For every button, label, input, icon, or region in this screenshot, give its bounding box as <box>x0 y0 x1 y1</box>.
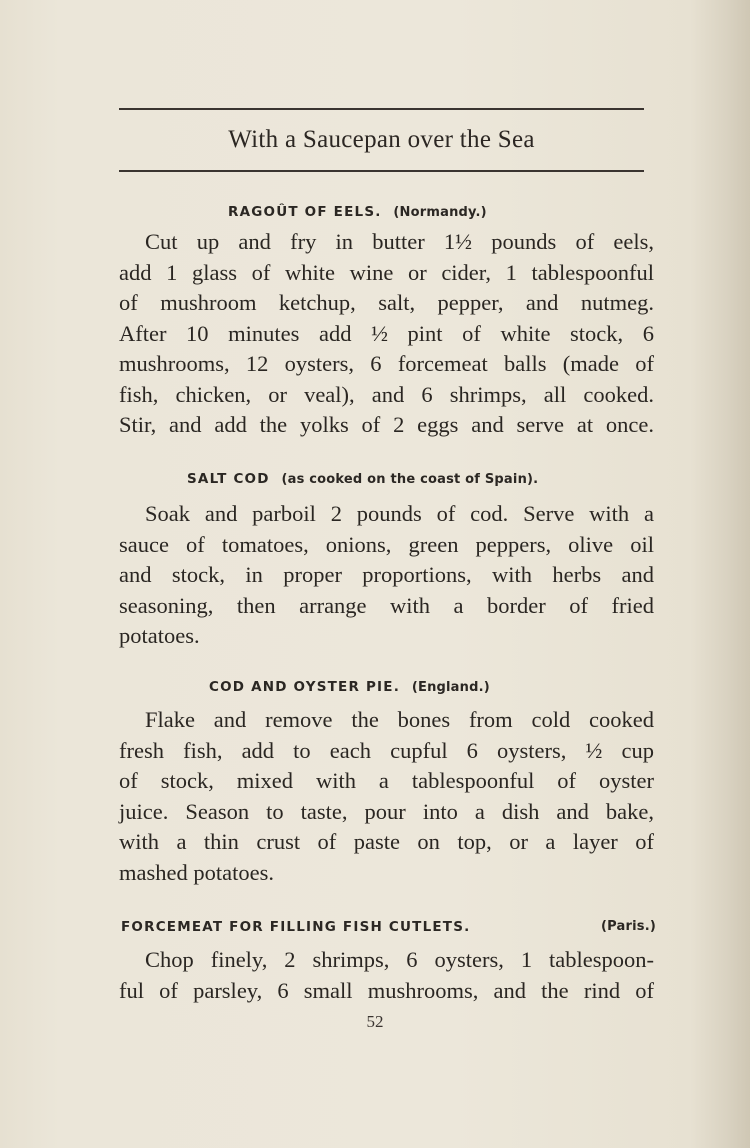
text-line: juice. Season to taste, pour into a dish and bake, <box>119 798 654 824</box>
header-rule-top <box>119 108 644 110</box>
recipe-place: (as cooked on the coast of Spain). <box>281 472 539 487</box>
text-line: seasoning, then arrange with a border of fried <box>119 592 654 618</box>
recipe-title: RAGOÛT OF EELS. <box>228 204 382 220</box>
header-rule-bottom <box>119 170 644 172</box>
text-line: potatoes. <box>119 623 200 648</box>
recipe-title: SALT COD <box>187 471 270 487</box>
recipe-body-forcemeat <box>119 945 654 1006</box>
recipe-heading-forcemeat <box>121 919 656 935</box>
text-line: mushrooms, 12 oysters, 6 forcemeat balls (made of <box>119 351 654 376</box>
text-line: add 1 glass of white wine or cider, 1 tablespoonful <box>119 259 654 285</box>
recipe-body-ragout <box>119 227 654 441</box>
text-line: ful of parsley, 6 small mushrooms, and the rind of <box>119 977 654 1003</box>
text-line: After 10 minutes add ½ pint of white stock, 6 <box>119 320 654 346</box>
text-line: mashed potatoes. <box>119 859 274 885</box>
recipe-place: (Normandy.) <box>393 205 487 220</box>
text-line: Cut up and fry in butter 1½ pounds of eels, <box>145 229 654 254</box>
text-line: fresh fish, add to each cupful 6 oysters, ½ cup <box>119 737 654 763</box>
text-line: sauce of tomatoes, onions, green peppers, olive oil <box>119 531 654 557</box>
text-line: Flake and remove the bones from cold cooked <box>145 707 654 732</box>
recipe-heading-salt-cod <box>187 471 538 487</box>
recipe-place: (England.) <box>411 680 490 695</box>
recipe-title: FORCEMEAT FOR FILLING FISH CUTLETS. <box>121 919 471 935</box>
text-line: with a thin crust of paste on top, or a layer of <box>119 829 654 854</box>
text-line: of stock, mixed with a tablespoonful of oyster <box>119 768 654 793</box>
text-line: Chop finely, 2 shrimps, 6 oysters, 1 tablespoon- <box>145 947 654 972</box>
recipe-body-cod-oyster-pie <box>119 705 654 888</box>
text-line: Soak and parboil 2 pounds of cod. Serve with a <box>145 501 654 526</box>
recipe-title: COD AND OYSTER PIE. <box>209 679 401 695</box>
text-line: fish, chicken, or veal), and 6 shrimps, all cooked. <box>119 381 654 407</box>
recipe-body-salt-cod <box>119 499 654 652</box>
recipe-heading-ragout <box>228 204 487 220</box>
text-line: and stock, in proper proportions, with herbs and <box>119 562 654 587</box>
page-number: 52 <box>366 1012 384 1031</box>
recipe-heading-cod-oyster-pie <box>209 679 490 695</box>
text-line: Stir, and add the yolks of 2 eggs and serve at once. <box>119 412 654 437</box>
recipe-place: (Paris.) <box>601 919 656 934</box>
running-head: With a Saucepan over the Sea <box>228 126 535 153</box>
text-line: of mushroom ketchup, salt, pepper, and nutmeg. <box>119 290 654 315</box>
